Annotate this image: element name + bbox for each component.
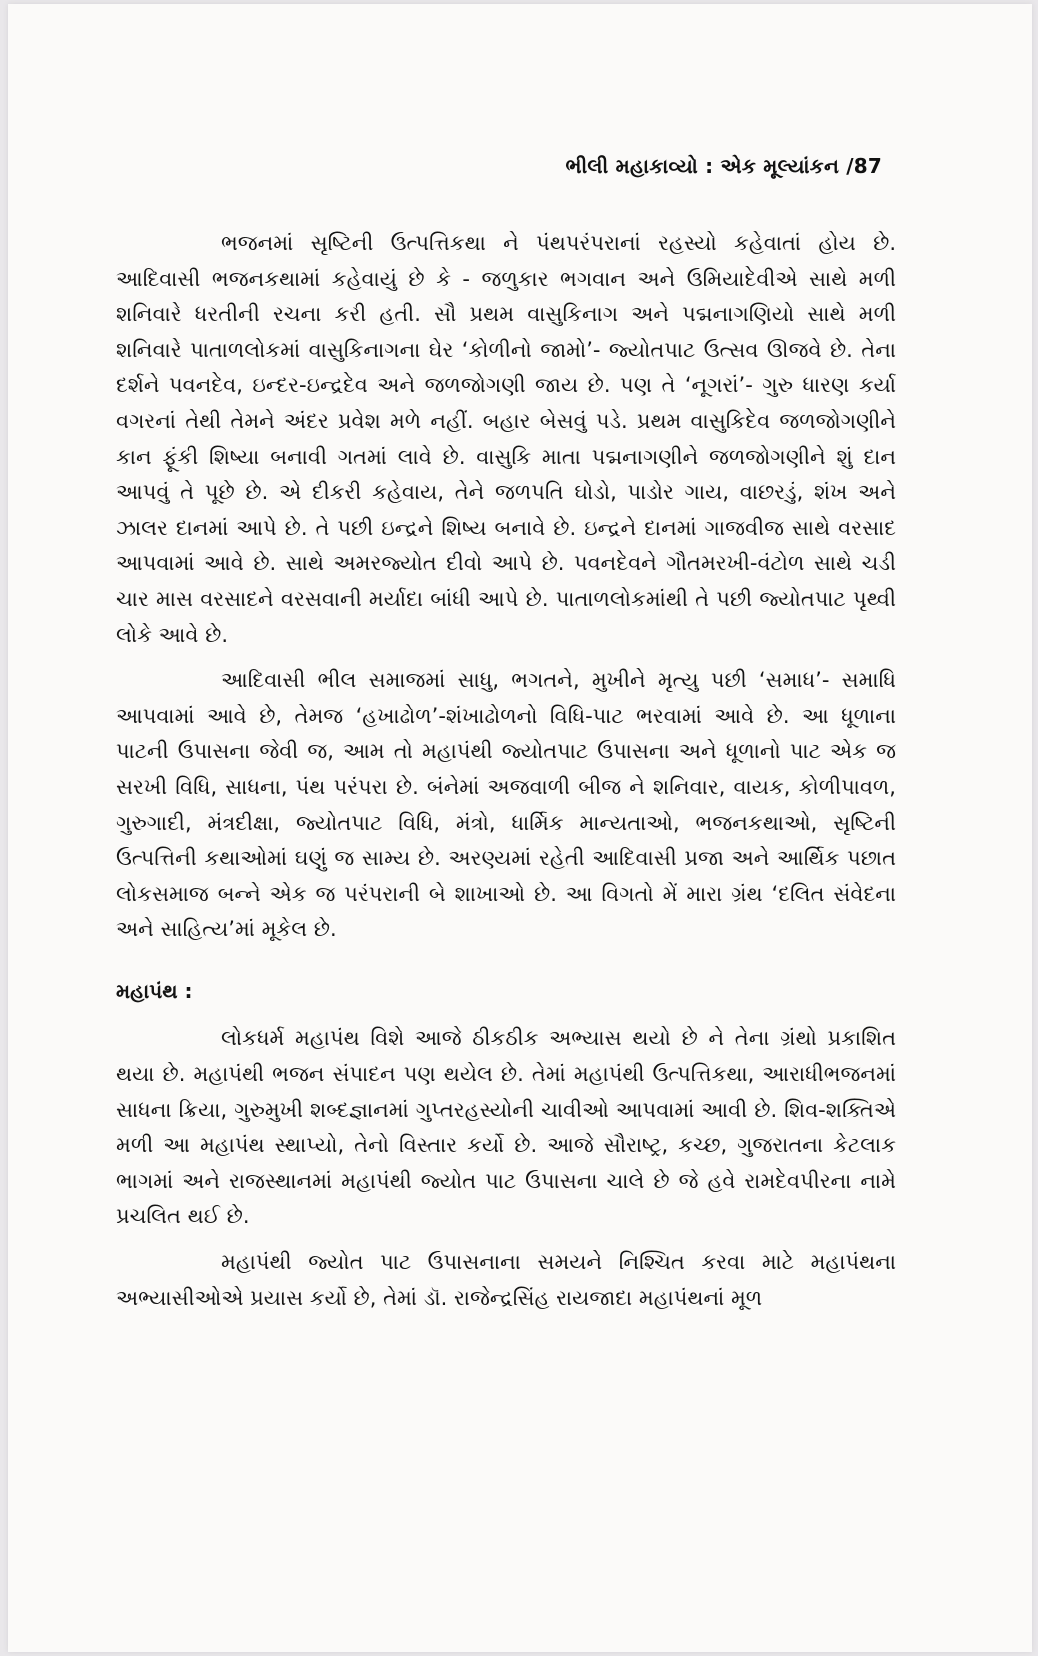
paragraph: મહાપંથી જ્યોત પાટ ઉપાસનાના સમયને નિશ્ચિત કરવા માટે મહાપંથના અભ્યાસીઓએ પ્રયાસ કર્યો છે, તેમાં ડૉ. રાજેન્દ્રસિંહ રાયજાદા મહાપંથનાં મૂળ bbox=[116, 1250, 896, 1310]
section-heading: મહાપંથ : bbox=[116, 978, 193, 1003]
page-body bbox=[116, 226, 896, 1316]
book-page bbox=[8, 4, 1032, 1652]
paragraph: ભજનમાં સૃષ્ટિની ઉત્પત્તિકથા ને પંથપરંપરાનાં રહસ્યો કહેવાતાં હોય છે. આદિવાસી ભજનકથામાં કહેવાયું છે કે - જળુકાર ભગવાન અને ઉમિયાદેવીએ સાથે મળી શનિવારે ધરતીની રચના કરી હતી. સૌ પ્રથમ વાસુકિનાગ અને પદ્મનાગણિયો સાથે મળી શનિવારે પાતાળલોકમાં વાસુકિનાગના ઘેર ‘કોળીનો જામો’- જ્યોતપાટ ઉત્સવ ઊજવે છે. તેના દર્શને પવનદેવ, ઇન્દર-ઇન્દ્રદેવ અને જળજોગણી જાય છે. પણ તે ‘નૂગરાં’- ગુરુ ધારણ કર્યા વગરનાં તેથી તેમને અંદર પ્રવેશ મળે નહીં. બહાર બેસવું પડે. પ્રથમ વાસુકિદેવ જળજોગણીને કાન ફૂંકી શિષ્યા બનાવી ગતમાં લાવે છે. વાસુકિ માતા પદ્મનાગણીને જળજોગણીને શું દાન આપવું તે પૂછે છે. એ દીકરી કહેવાય, તેને જળપતિ ઘોડો, પાડોર ગાય, વાછરડું, શંખ અને ઝાલર દાનમાં આપે છે. તે પછી ઇન્દ્રને શિષ્ય બનાવે છે. ઇન્દ્રને દાનમાં ગાજવીજ સાથે વરસાદ આપવામાં આવે છે. સાથે અમરજ્યોત દીવો આપે છે. પવનદેવને ગૌતમરખી-વંટોળ સાથે ચડી ચાર માસ વરસાદને વરસવાની મર્યાદા બાંધી આપે છે. પાતાળલોકમાંથી તે પછી જ્યોતપાટ પૃથ્વી લોકે આવે છે. bbox=[116, 231, 896, 647]
running-header: ભીલી મહાકાવ્યો : એક મૂલ્યાંકન /87 bbox=[565, 154, 882, 178]
paragraph: આદિવાસી ભીલ સમાજમાં સાધુ, ભગતને, મુખીને મૃત્યુ પછી ‘સમાધ’- સમાધિ આપવામાં આવે છે, તેમજ ‘હખાઢોળ’-શંખાઢોળનો વિધિ-પાટ ભરવામાં આવે છે. આ ધૂળાના પાટની ઉપાસના જેવી જ, આમ તો મહાપંથી જ્યોતપાટ ઉપાસના અને ધૂળાનો પાટ એક જ સરખી વિધિ, સાધના, પંથ પરંપરા છે. બંનેમાં અજવાળી બીજ ને શનિવાર, વાયક, કોળીપાવળ, ગુરુગાદી, મંત્રદીક્ષા, જ્યોતપાટ વિધિ, મંત્રો, ધાર્મિક માન્યતાઓ, ભજનકથાઓ, સૃષ્ટિની ઉત્પત્તિની કથાઓમાં ઘણું જ સામ્ય છે. અરણ્યમાં રહેતી આદિવાસી પ્રજા અને આર્થિક પછાત લોકસમાજ બન્ને એક જ પરંપરાની બે શાખાઓ છે. આ વિગતો મેં મારા ગ્રંથ ‘દલિત સંવેદના અને સાહિત્ય’માં મૂકેલ છે. bbox=[116, 668, 896, 942]
paragraph: લોકધર્મ મહાપંથ વિશે આજે ઠીકઠીક અભ્યાસ થયો છે ને તેના ગ્રંથો પ્રકાશિત થયા છે. મહાપંથી ભજન સંપાદન પણ થયેલ છે. તેમાં મહાપંથી ઉત્પત્તિકથા, આરાધીભજનમાં સાધના ક્રિયા, ગુરુમુખી શબ્દજ્ઞાનમાં ગુપ્તરહસ્યોની ચાવીઓ આપવામાં આવી છે. શિવ-શક્તિએ મળી આ મહાપંથ સ્થાપ્યો, તેનો વિસ્તાર કર્યો છે. આજે સૌરાષ્ટ્ર, કચ્છ, ગુજરાતના કેટલાક ભાગમાં અને રાજસ્થાનમાં મહાપંથી જ્યોત પાટ ઉપાસના ચાલે છે જે હવે રામદેવપીરના નામે પ્રચલિત થઈ છે. bbox=[116, 1026, 896, 1229]
